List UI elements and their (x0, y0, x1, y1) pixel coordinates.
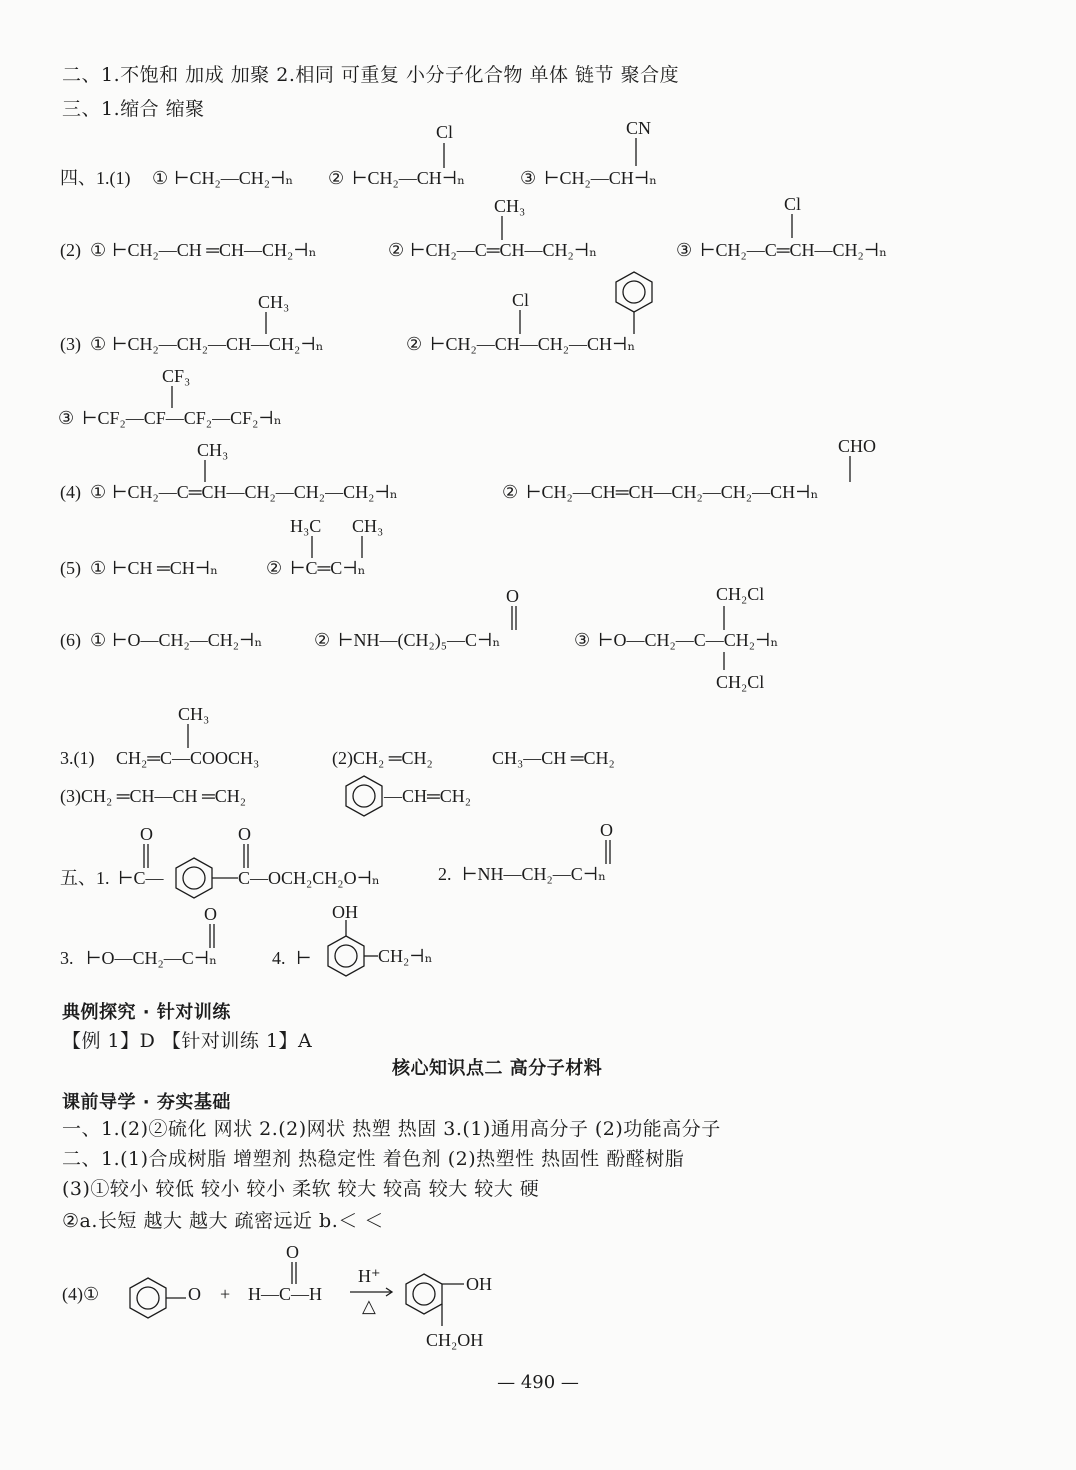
eq-ring-1 (130, 1278, 166, 1318)
s3-a-mark: ① (90, 334, 107, 354)
sec5-q4-tail: CH₂⊣ₙ (378, 946, 433, 966)
terephthal-ring (176, 858, 212, 898)
s5-b-formula: ⊢C═C⊣ₙ (290, 558, 366, 578)
s6-c-sub-top: CH₂Cl (716, 584, 765, 604)
sec5-q2-formula: ⊢NH—CH₂—C⊣ₙ (462, 864, 607, 884)
sec5-q2-o: O (600, 820, 613, 840)
s6-a-formula: ⊢O—CH₂—CH₂⊣ₙ (112, 630, 263, 650)
sec5-q1-o1: O (140, 824, 153, 844)
eq-product-ch2oh: CH₂OH (426, 1330, 484, 1350)
section2-line-3: (3)①较小 较低 较小 较小 柔软 较大 较高 较大 较大 硬 (62, 1178, 540, 1200)
sec5-label: 五、1. (60, 868, 110, 888)
sec5-q3-formula: ⊢O—CH₂—C⊣ₙ (86, 948, 218, 968)
s1-a-mark: ① (152, 168, 169, 188)
s4-a-formula: ⊢CH₂—C═CH—CH₂—CH₂—CH₂⊣ₙ (112, 482, 398, 502)
sec5-q4-oh: OH (332, 902, 358, 922)
sec4-label: 四、1.(1) (60, 168, 131, 188)
example-title: 典例探究 · 针对训练 (62, 1002, 231, 1023)
sec5-q3-label: 3. (60, 948, 74, 968)
s4-b-sub: CHO (838, 436, 877, 456)
answer-line-3: 三、1.缩合 缩聚 (62, 98, 205, 120)
s2-a-formula: ⊢CH₂—CH ═CH—CH₂⊣ₙ (112, 240, 317, 260)
s5-label: (5) (60, 558, 81, 578)
s1-c-mark: ③ (520, 168, 537, 188)
example-answers: 【例 1】D 【针对训练 1】A (62, 1030, 313, 1052)
s6-a-mark: ① (90, 630, 107, 650)
s3-a-formula: ⊢CH₂—CH₂—CH—CH₂⊣ₙ (112, 334, 324, 354)
s2-b-formula: ⊢CH₂—C═CH—CH₂⊣ₙ (410, 240, 598, 260)
s2-label: (2) (60, 240, 81, 260)
page-number: — 490 — (497, 1372, 579, 1393)
s4-a-sub: CH₃ (197, 440, 229, 460)
s6-label: (6) (60, 630, 81, 650)
q3-label: 3.(1) (60, 748, 95, 768)
s1-a-formula: ⊢CH₂—CH₂⊣ₙ (174, 168, 294, 188)
s3-a-sub: CH₃ (258, 292, 290, 312)
s6-b-mark: ② (314, 630, 331, 650)
s5-a-mark: ① (90, 558, 107, 578)
s3-b-mark: ② (406, 334, 423, 354)
sec5-q4-label: 4. (272, 948, 286, 968)
s5-a-formula: ⊢CH ═CH⊣ₙ (112, 558, 219, 578)
answer-line-2: 二、1.不饱和 加成 加聚 2.相同 可重复 小分子化合物 单体 链节 聚合度 (62, 64, 680, 86)
s5-b-sub2: CH₃ (352, 516, 384, 536)
s1-b-mark: ② (328, 168, 345, 188)
eq-product-oh: OH (466, 1274, 492, 1294)
s1-c-formula: ⊢CH₂—CH⊣ₙ (544, 168, 658, 188)
q3-b: (2)CH₂ ═CH₂ (332, 748, 433, 768)
sec5-q1-start: ⊢C— (118, 868, 164, 888)
s3-b-formula: ⊢CH₂—CH—CH₂—CH⊣ₙ (430, 334, 636, 354)
eq-ring-2 (406, 1274, 442, 1314)
s6-b-o: O (506, 586, 519, 606)
section2-line-2: 二、1.(1)合成树脂 增塑剂 热稳定性 着色剂 (2)热塑性 热固性 酚醛树脂 (62, 1148, 685, 1170)
s1-c-sub: CN (626, 118, 652, 138)
q3-a-sub: CH₃ (178, 704, 210, 724)
s3-label: (3) (60, 334, 81, 354)
eq-formaldehyde-o: O (286, 1242, 299, 1262)
s1-b-formula: ⊢CH₂—CH⊣ₙ (352, 168, 466, 188)
s3-c-formula: ⊢CF₂—CF—CF₂—CF₂⊣ₙ (82, 408, 282, 428)
eq-label: (4)① (62, 1284, 100, 1304)
section2-subheading: 课前导学 · 夯实基础 (62, 1092, 231, 1113)
s3-b-sub: Cl (512, 290, 530, 310)
s6-c-mark: ③ (574, 630, 591, 650)
sec5-q4-bracket: ⊢ (296, 948, 312, 968)
eq-heat: △ (362, 1296, 376, 1316)
section2-heading: 核心知识点二 高分子材料 (392, 1058, 603, 1079)
phenol-ring (328, 936, 364, 976)
s4-b-formula: ⊢CH₂—CH═CH—CH₂—CH₂—CH⊣ₙ (526, 482, 819, 502)
s2-c-sub: Cl (784, 194, 802, 214)
sec5-q2-label: 2. (438, 864, 452, 884)
eq-formaldehyde: H—C—H (248, 1284, 323, 1304)
section2-line-4: ②a.长短 越大 越大 疏密远近 b.＜ ＜ (62, 1210, 384, 1232)
s5-b-mark: ② (266, 558, 283, 578)
q3-d: (3)CH₂ ═CH—CH ═CH₂ (60, 786, 247, 806)
s3-c-mark: ③ (58, 408, 75, 428)
s6-c-formula: ⊢O—CH₂—C—CH₂⊣ₙ (598, 630, 779, 650)
s4-label: (4) (60, 482, 81, 502)
sec5-q1-o2: O (238, 824, 251, 844)
sec5-q1-end: C—OCH₂CH₂O⊣ₙ (238, 868, 380, 888)
s5-b-sub1: H₃C (290, 516, 322, 536)
s4-a-mark: ① (90, 482, 107, 502)
s2-c-mark: ③ (676, 240, 693, 260)
eq-catalyst: H⁺ (358, 1266, 381, 1286)
sec5-q3-o: O (204, 904, 217, 924)
s3-benzene-ring (616, 272, 652, 312)
s2-b-sub: CH₃ (494, 196, 526, 216)
q3-e: —CH═CH₂ (384, 786, 472, 806)
s2-b-mark: ② (388, 240, 405, 260)
s6-c-sub-bottom: CH₂Cl (716, 672, 765, 692)
s6-b-formula: ⊢NH—(CH₂)₅—C⊣ₙ (338, 630, 501, 650)
s1-b-sub: Cl (436, 122, 454, 142)
eq-o: O (188, 1284, 201, 1304)
eq-plus: + (220, 1284, 231, 1304)
q3-c: CH₃—CH ═CH₂ (492, 748, 615, 768)
s2-c-formula: ⊢CH₂—C═CH—CH₂⊣ₙ (700, 240, 888, 260)
section2-line-1: 一、1.(2)②硫化 网状 2.(2)网状 热塑 热固 3.(1)通用高分子 (2)功能高分子 (62, 1118, 721, 1140)
s2-a-mark: ① (90, 240, 107, 260)
q3-a: CH₂═C—COOCH₃ (116, 748, 260, 768)
s4-b-mark: ② (502, 482, 519, 502)
s3-c-sub: CF₃ (162, 366, 191, 386)
styrene-ring (346, 776, 382, 816)
